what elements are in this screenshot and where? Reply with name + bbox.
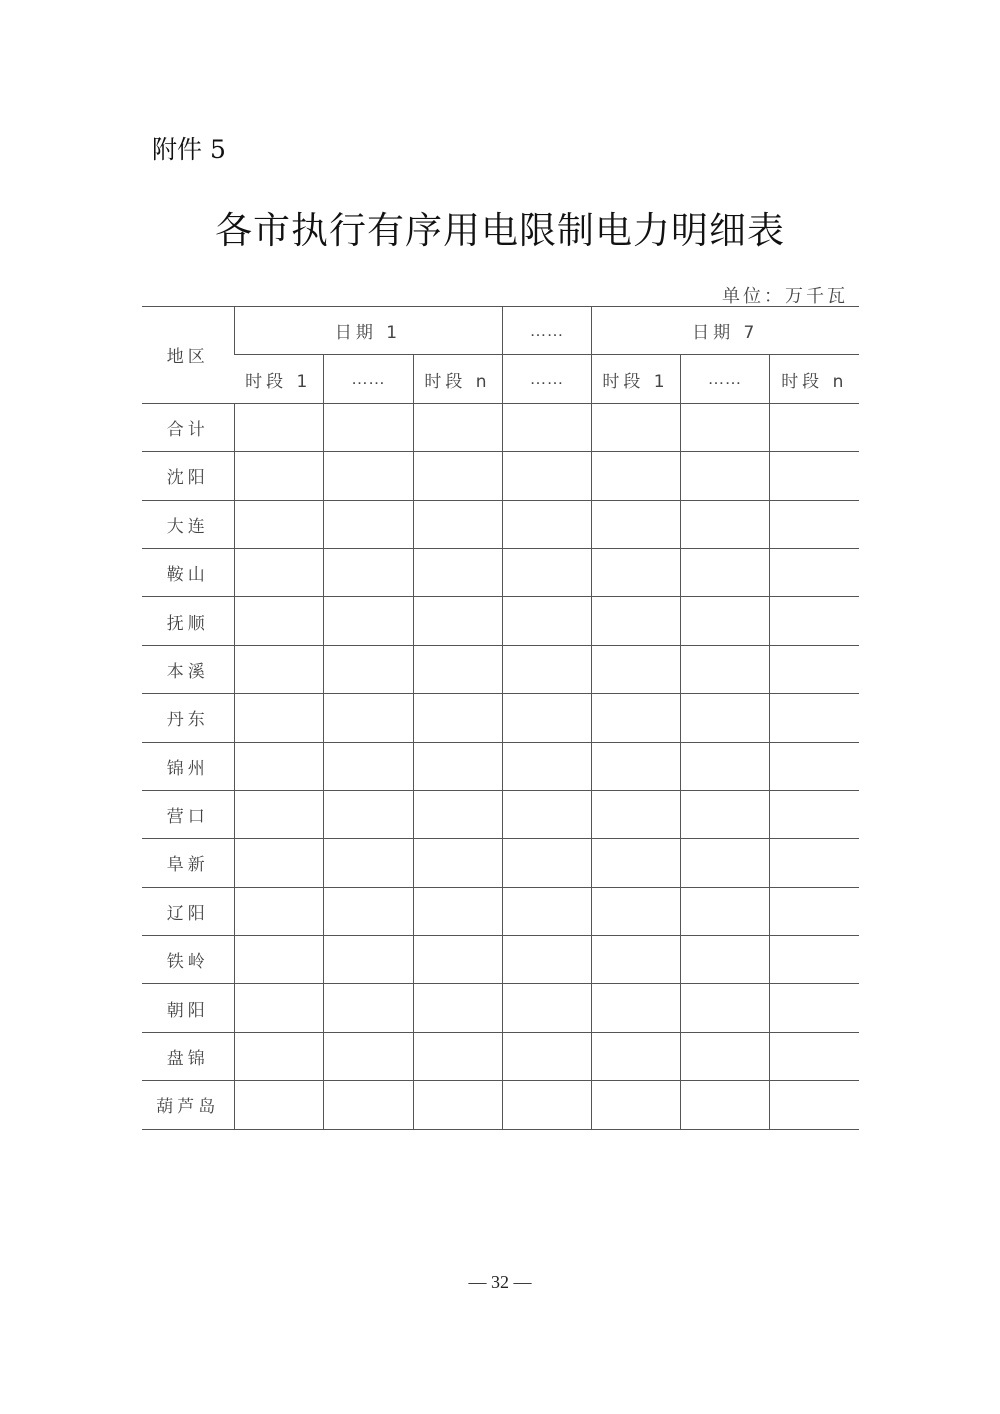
value-cell[interactable]	[680, 790, 769, 838]
value-cell[interactable]	[591, 984, 680, 1032]
value-cell[interactable]	[323, 790, 413, 838]
value-cell[interactable]	[323, 887, 413, 935]
value-cell[interactable]	[769, 984, 859, 1032]
value-cell[interactable]	[502, 1032, 591, 1080]
period-header: ……	[323, 355, 413, 403]
value-cell[interactable]	[234, 839, 323, 887]
value-cell[interactable]	[591, 1032, 680, 1080]
value-cell[interactable]	[323, 742, 413, 790]
value-cell[interactable]	[413, 936, 502, 984]
value-cell[interactable]	[769, 1032, 859, 1080]
period-header: 时段 n	[769, 355, 859, 403]
value-cell[interactable]	[234, 597, 323, 645]
region-rows	[142, 403, 859, 1129]
page-title: 各市执行有序用电限制电力明细表	[215, 209, 785, 252]
region-name: 合计	[142, 403, 234, 451]
value-cell[interactable]	[502, 984, 591, 1032]
value-cell[interactable]	[234, 645, 323, 693]
value-cell[interactable]	[234, 452, 323, 500]
period-header: ……	[502, 355, 591, 403]
region-name: 朝阳	[142, 984, 234, 1032]
table-row	[142, 500, 859, 548]
header-row-periods	[142, 355, 859, 403]
value-cell[interactable]	[413, 645, 502, 693]
value-cell[interactable]	[234, 790, 323, 838]
date-header-7: 日期 7	[591, 307, 859, 355]
value-cell[interactable]	[323, 403, 413, 451]
value-cell[interactable]	[413, 1081, 502, 1129]
period-header: 时段 1	[234, 355, 323, 403]
value-cell[interactable]	[591, 403, 680, 451]
region-name: 辽阳	[142, 887, 234, 935]
region-name: 抚顺	[142, 597, 234, 645]
value-cell[interactable]	[234, 403, 323, 451]
value-cell[interactable]	[769, 403, 859, 451]
value-cell[interactable]	[234, 1081, 323, 1129]
value-cell[interactable]	[323, 645, 413, 693]
value-cell[interactable]	[591, 790, 680, 838]
value-cell[interactable]	[769, 694, 859, 742]
value-cell[interactable]	[591, 597, 680, 645]
value-cell[interactable]	[502, 887, 591, 935]
value-cell[interactable]	[234, 548, 323, 596]
value-cell[interactable]	[413, 1032, 502, 1080]
region-name: 盘锦	[142, 1032, 234, 1080]
region-name: 沈阳	[142, 452, 234, 500]
value-cell[interactable]	[413, 597, 502, 645]
value-cell[interactable]	[769, 500, 859, 548]
attachment-label: 附件 5	[152, 135, 226, 164]
value-cell[interactable]	[413, 887, 502, 935]
value-cell[interactable]	[591, 887, 680, 935]
value-cell[interactable]	[323, 839, 413, 887]
value-cell[interactable]	[769, 645, 859, 693]
table-row	[142, 548, 859, 596]
value-cell[interactable]	[769, 452, 859, 500]
table-row	[142, 1032, 859, 1080]
value-cell[interactable]	[413, 742, 502, 790]
table-row	[142, 597, 859, 645]
value-cell[interactable]	[234, 984, 323, 1032]
value-cell[interactable]	[591, 645, 680, 693]
table-row	[142, 936, 859, 984]
value-cell[interactable]	[323, 500, 413, 548]
value-cell[interactable]	[502, 452, 591, 500]
value-cell[interactable]	[413, 839, 502, 887]
region-name: 鞍山	[142, 548, 234, 596]
value-cell[interactable]	[591, 452, 680, 500]
value-cell[interactable]	[323, 936, 413, 984]
value-cell[interactable]	[413, 403, 502, 451]
value-cell[interactable]	[234, 694, 323, 742]
restriction-table	[142, 306, 859, 1130]
value-cell[interactable]	[680, 1081, 769, 1129]
value-cell[interactable]	[680, 500, 769, 548]
value-cell[interactable]	[502, 1081, 591, 1129]
unit-label: 单位：万千瓦	[722, 286, 848, 307]
value-cell[interactable]	[502, 403, 591, 451]
value-cell[interactable]	[413, 452, 502, 500]
value-cell[interactable]	[591, 1081, 680, 1129]
header-row-dates	[142, 307, 859, 355]
value-cell[interactable]	[234, 500, 323, 548]
value-cell[interactable]	[769, 1081, 859, 1129]
value-cell[interactable]	[680, 597, 769, 645]
region-name: 营口	[142, 790, 234, 838]
value-cell[interactable]	[323, 548, 413, 596]
date-header-ellipsis: ……	[502, 307, 591, 355]
value-cell[interactable]	[680, 694, 769, 742]
value-cell[interactable]	[413, 500, 502, 548]
value-cell[interactable]	[591, 936, 680, 984]
value-cell[interactable]	[413, 790, 502, 838]
value-cell[interactable]	[502, 839, 591, 887]
value-cell[interactable]	[323, 452, 413, 500]
value-cell[interactable]	[502, 645, 591, 693]
value-cell[interactable]	[591, 839, 680, 887]
value-cell[interactable]	[502, 790, 591, 838]
value-cell[interactable]	[680, 1032, 769, 1080]
value-cell[interactable]	[502, 742, 591, 790]
value-cell[interactable]	[769, 597, 859, 645]
value-cell[interactable]	[680, 452, 769, 500]
value-cell[interactable]	[413, 694, 502, 742]
value-cell[interactable]	[234, 1032, 323, 1080]
table-row	[142, 887, 859, 935]
region-header: 地区	[142, 307, 234, 404]
region-name: 阜新	[142, 839, 234, 887]
value-cell[interactable]	[680, 742, 769, 790]
value-cell[interactable]	[680, 936, 769, 984]
region-name: 本溪	[142, 645, 234, 693]
value-cell[interactable]	[323, 597, 413, 645]
table-row	[142, 645, 859, 693]
value-cell[interactable]	[769, 839, 859, 887]
value-cell[interactable]	[502, 694, 591, 742]
date-header-1: 日期 1	[234, 307, 502, 355]
value-cell[interactable]	[413, 548, 502, 596]
period-header: 时段 n	[413, 355, 502, 403]
region-name: 铁岭	[142, 936, 234, 984]
value-cell[interactable]	[502, 548, 591, 596]
page-number: — 32 —	[468, 1272, 532, 1292]
table-row	[142, 742, 859, 790]
value-cell[interactable]	[769, 936, 859, 984]
table-row	[142, 694, 859, 742]
value-cell[interactable]	[591, 548, 680, 596]
value-cell[interactable]	[323, 984, 413, 1032]
value-cell[interactable]	[234, 742, 323, 790]
table-row	[142, 984, 859, 1032]
value-cell[interactable]	[502, 597, 591, 645]
region-name: 葫芦岛	[142, 1081, 234, 1129]
value-cell[interactable]	[769, 887, 859, 935]
value-cell[interactable]	[680, 839, 769, 887]
value-cell[interactable]	[234, 887, 323, 935]
value-cell[interactable]	[680, 403, 769, 451]
value-cell[interactable]	[323, 1032, 413, 1080]
value-cell[interactable]	[769, 742, 859, 790]
period-header: 时段 1	[591, 355, 680, 403]
value-cell[interactable]	[502, 500, 591, 548]
value-cell[interactable]	[680, 887, 769, 935]
value-cell[interactable]	[680, 984, 769, 1032]
value-cell[interactable]	[769, 790, 859, 838]
period-header: ……	[680, 355, 769, 403]
region-name: 锦州	[142, 742, 234, 790]
region-name: 丹东	[142, 694, 234, 742]
value-cell[interactable]	[591, 742, 680, 790]
value-cell[interactable]	[680, 548, 769, 596]
table-row	[142, 1081, 859, 1129]
value-cell[interactable]	[769, 548, 859, 596]
value-cell[interactable]	[502, 936, 591, 984]
region-name: 大连	[142, 500, 234, 548]
value-cell[interactable]	[591, 694, 680, 742]
value-cell[interactable]	[234, 936, 323, 984]
table-row	[142, 790, 859, 838]
value-cell[interactable]	[680, 645, 769, 693]
table-row	[142, 839, 859, 887]
value-cell[interactable]	[323, 694, 413, 742]
value-cell[interactable]	[413, 984, 502, 1032]
value-cell[interactable]	[591, 500, 680, 548]
value-cell[interactable]	[323, 1081, 413, 1129]
table-row	[142, 452, 859, 500]
table-row	[142, 403, 859, 451]
